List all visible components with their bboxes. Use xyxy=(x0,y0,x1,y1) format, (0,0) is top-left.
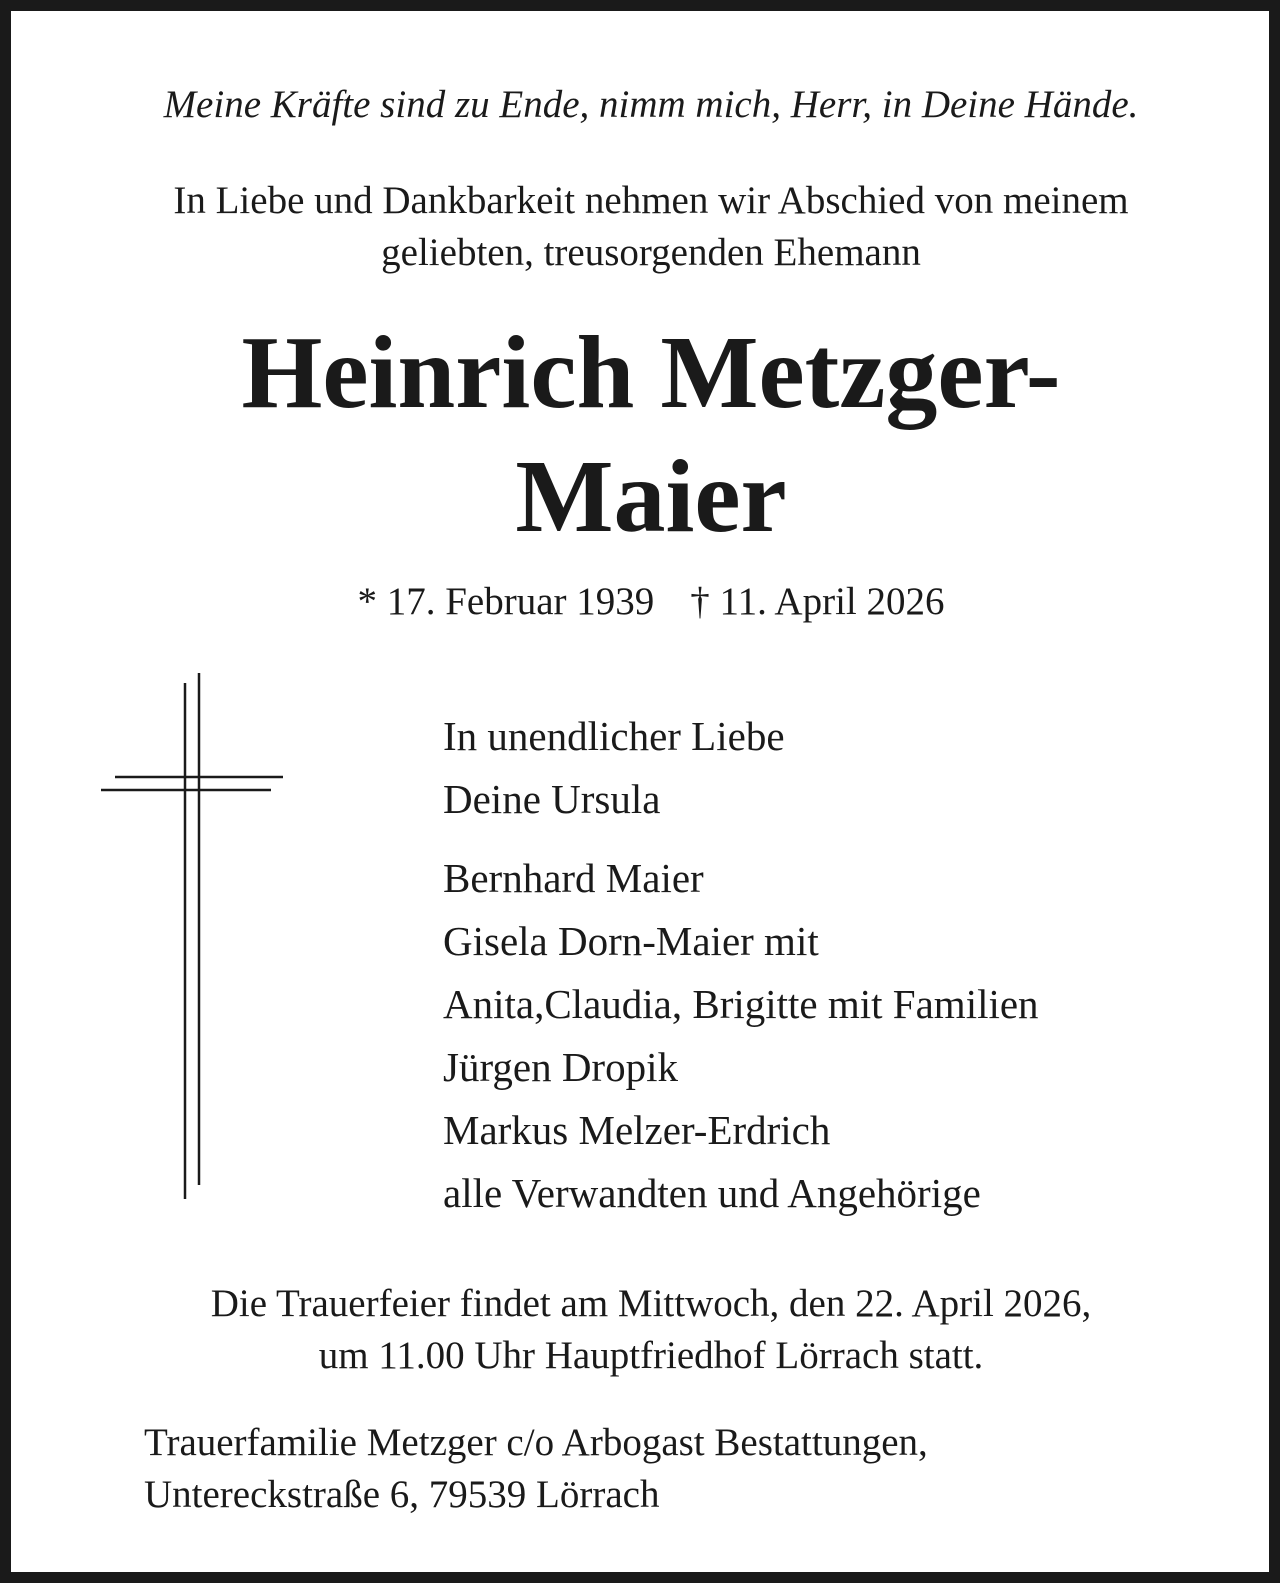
deceased-name-line-2: Maier xyxy=(515,439,787,554)
death-date: † 11. April 2026 xyxy=(690,580,945,623)
mourner-line: alle Verwandten und Angehörige xyxy=(443,1170,981,1216)
contact-line-2: Untereckstraße 6, 79539 Lörrach xyxy=(144,1473,660,1516)
intro-text xyxy=(11,175,1280,279)
deceased-name xyxy=(11,311,1280,559)
service-line-2: um 11.00 Uhr Hauptfriedhof Lörrach statt. xyxy=(318,1334,984,1377)
contact-address xyxy=(144,1417,928,1521)
cross-icon xyxy=(101,673,287,1208)
mourner-line: Deine Ursula xyxy=(443,776,661,822)
funeral-service-info xyxy=(11,1278,1280,1382)
contact-line-1: Trauerfamilie Metzger c/o Arbogast Bestattungen, xyxy=(144,1421,928,1464)
mourner-line: In unendlicher Liebe xyxy=(443,713,785,759)
mourners-list xyxy=(443,705,1039,1225)
mourner-line: Anita,Claudia, Brigitte mit Familien xyxy=(443,981,1039,1027)
mourner-line: Bernhard Maier xyxy=(443,855,704,901)
life-dates xyxy=(11,576,1280,628)
mourner-line: Jürgen Dropik xyxy=(443,1044,678,1090)
mourner-line: Markus Melzer-Erdrich xyxy=(443,1107,831,1153)
mourner-line: Gisela Dorn-Maier mit xyxy=(443,918,819,964)
intro-line-1: In Liebe und Dankbarkeit nehmen wir Abschied von meinem xyxy=(173,179,1129,222)
deceased-name-line-1: Heinrich Metzger- xyxy=(241,315,1061,430)
service-line-1: Die Trauerfeier findet am Mittwoch, den 22. April 2026, xyxy=(210,1282,1092,1325)
motto-verse: Meine Kräfte sind zu Ende, nimm mich, Herr, in Deine Hände. xyxy=(163,83,1139,126)
birth-date: * 17. Februar 1939 xyxy=(357,580,655,623)
intro-line-2: geliebten, treusorgenden Ehemann xyxy=(381,231,921,274)
